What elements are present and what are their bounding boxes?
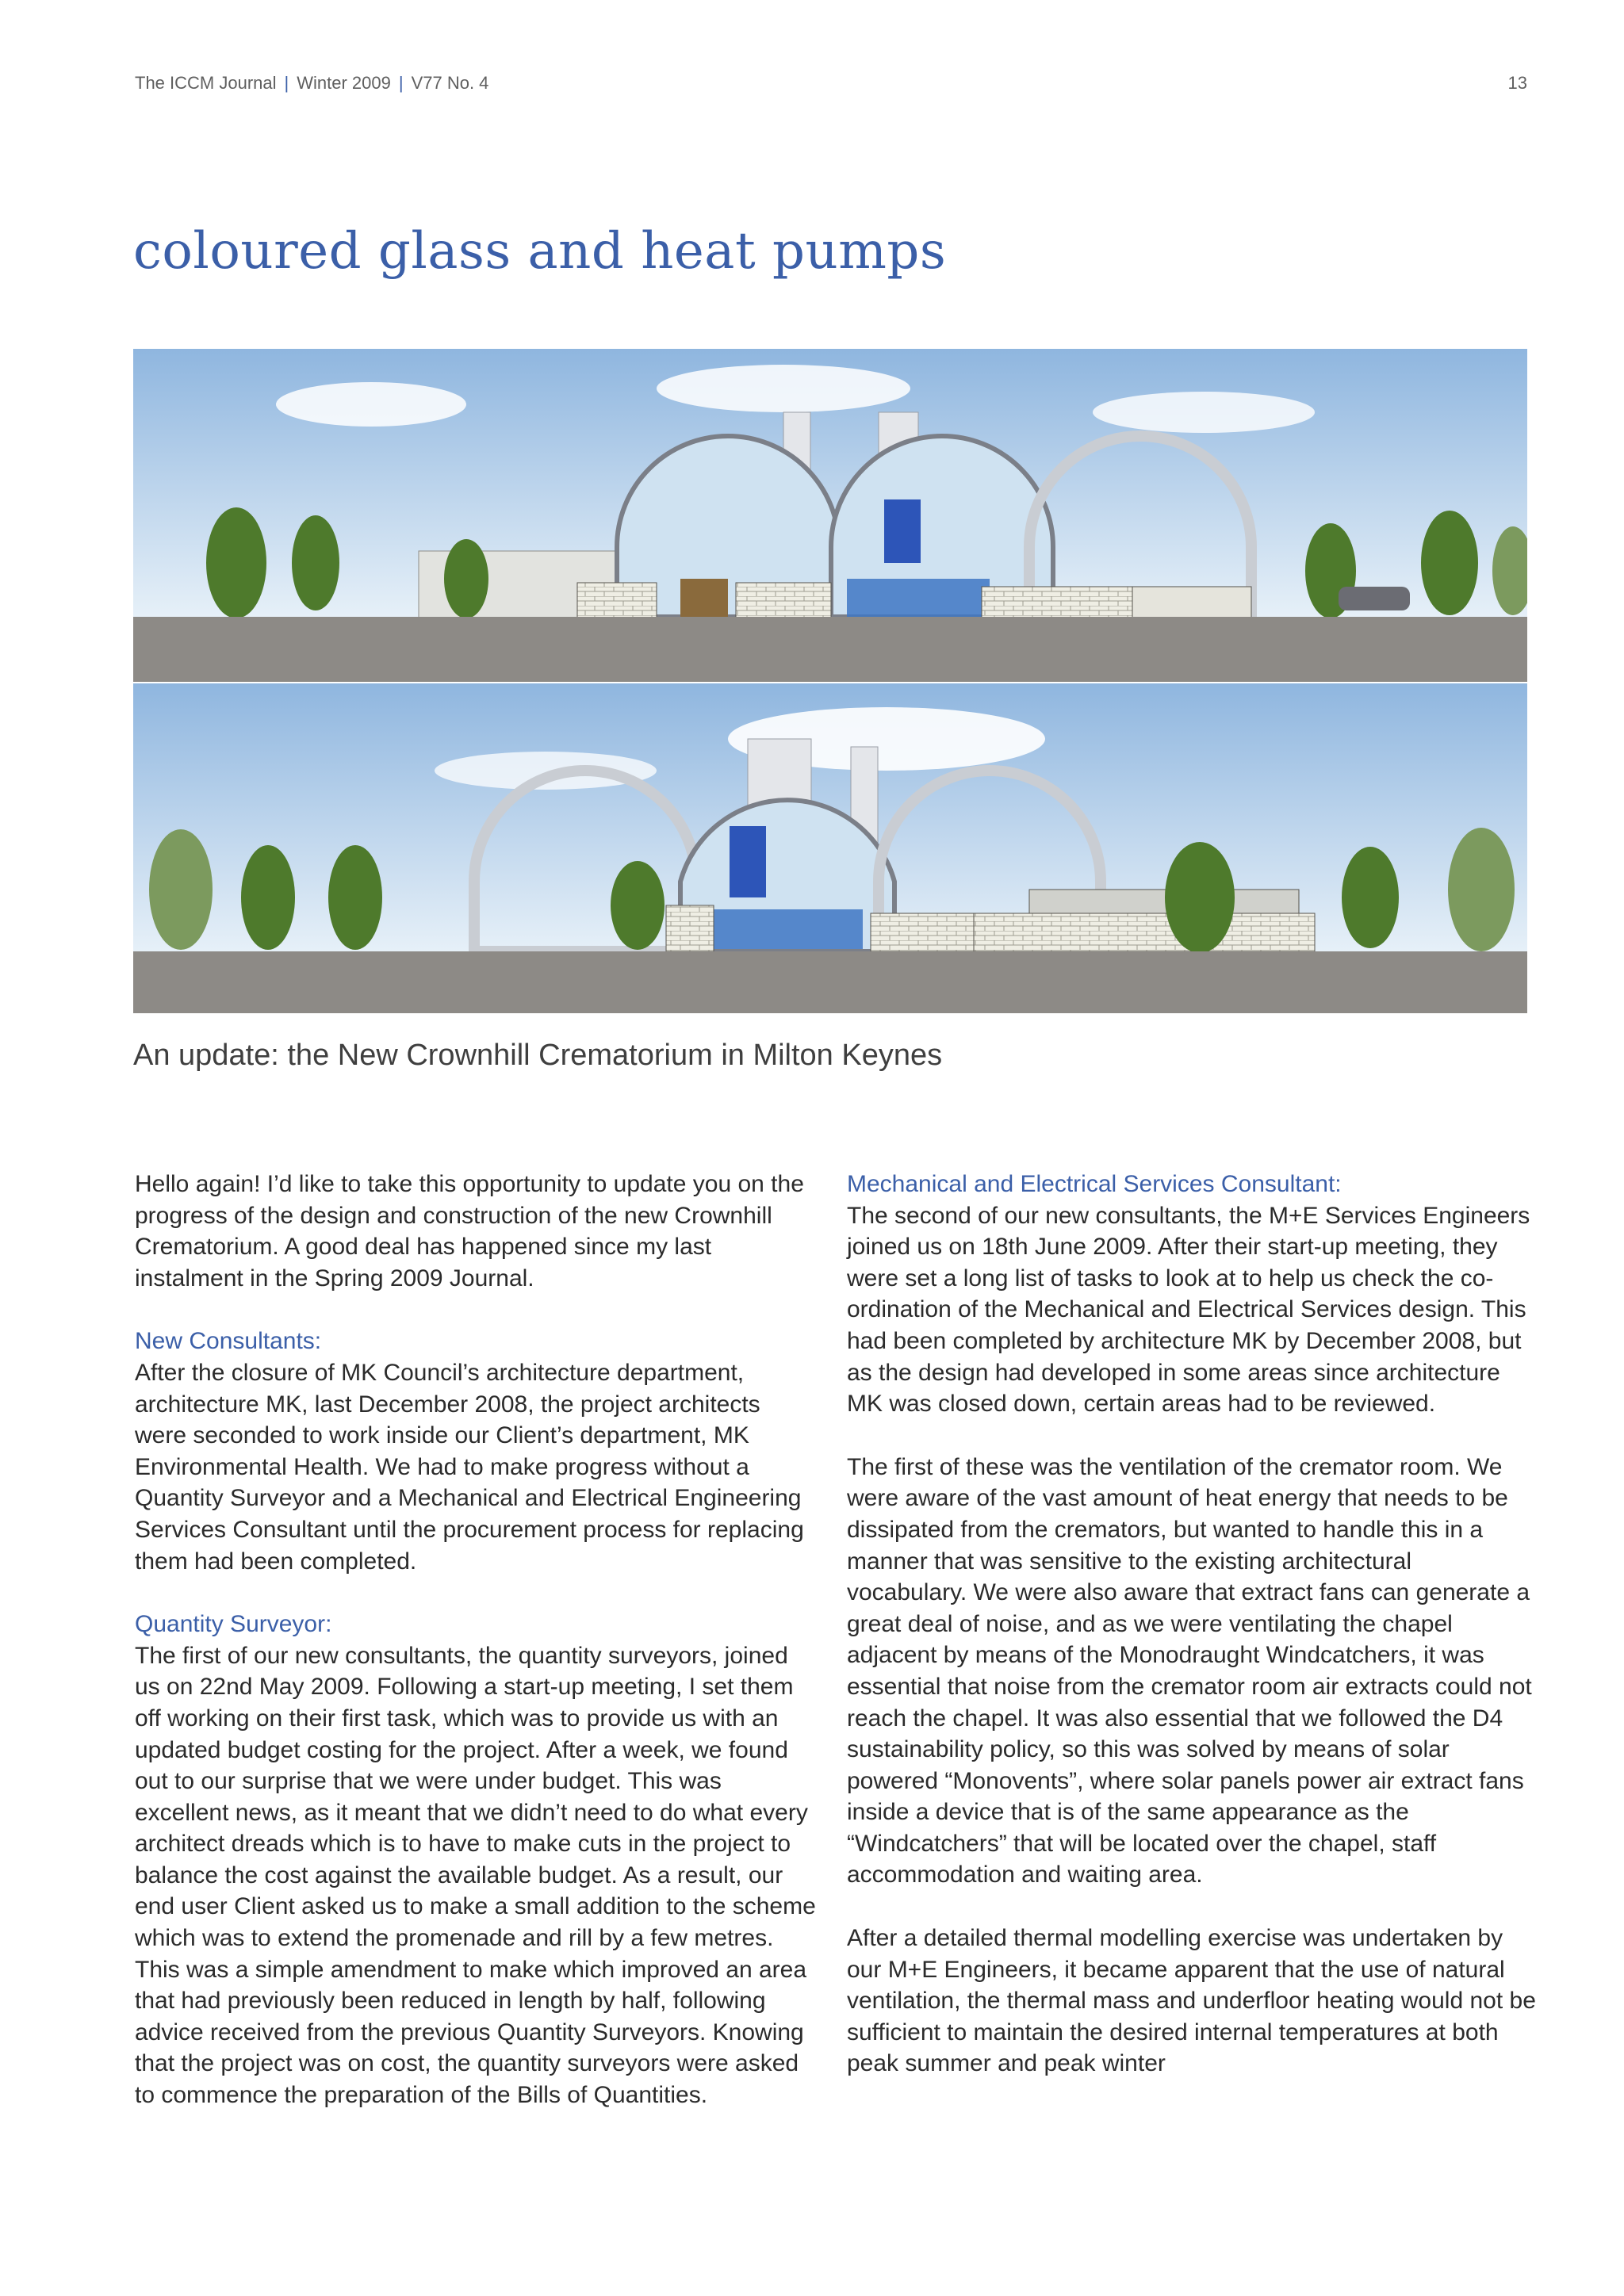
brick-wall (871, 913, 974, 951)
quantity-surveyor-heading: Quantity Surveyor: (135, 1611, 332, 1638)
thermal-paragraph: After a detailed thermal modelling exercise was undertaken by our M+E Engineers, it became apparent that the use of natural ventilation, the thermal mass and underfloor heating would not be sufficient to maintain the desired internal temperatures at both peak summer and peak winter (847, 1925, 1536, 2077)
door (680, 579, 728, 618)
page-number: 13 (1507, 73, 1527, 93)
brick-wall (1132, 587, 1251, 618)
ventilation-paragraph: The first of these was the ventilation of the cremator room. We were aware of the vast amount of heat energy that needs to be dissipated from the cremators, but wanted to handle this in a manner that was sensitive to the existing architectural vocabulary. We were also aware that extract fans can generate a great deal of noise, and as we were ventilating the chapel adjacent by means of the Monodraught Windcatchers, it was essential that noise from the cremator room air extracts could not reach the chapel. It was also essential that we followed the D4 sustainability policy, so this was solved by means of solar powered “Monovents”, where solar panels power air extract fans inside a device that is of the same appearance as the “Windcatchers” that will be located over the chapel, staff accommodation and waiting area. (847, 1453, 1532, 1888)
intro-paragraph: Hello again! I’d like to take this opportunity to update you on the progress of the design and construction of the new Crownhill Crematorium. A good deal has happened since my last instalment in the Spring 2009 Journal. (135, 1171, 804, 1292)
brick-wall (666, 905, 714, 951)
me-services-paragraph: The second of our new consultants, the M+E Services Engineers joined us on 18th June 2009. After their start-up meeting, they were set a long list of tasks to look at to help us check the co-ordination of the Mechanical and Electrical Services design. This had been completed by architecture MK by December 2008, but as the design had developed in some areas since architecture MK was closed down, certain areas had to be reviewed. (847, 1202, 1530, 1418)
cloud (657, 365, 910, 412)
brick-wall (982, 587, 1140, 618)
stained-glass (884, 499, 921, 563)
upper-elevation (133, 349, 1527, 682)
right-column (847, 1169, 1537, 2080)
elevation-figure (133, 349, 1527, 1013)
journal-info (135, 73, 488, 94)
brick-wall (974, 913, 1315, 951)
hearse (1339, 587, 1410, 610)
article-subtitle: An update: the New Crownhill Crematorium in Milton Keynes (133, 1039, 943, 1072)
page-title: coloured glass and heat pumps (133, 222, 947, 281)
me-services-heading: Mechanical and Electrical Services Consultant: (847, 1171, 1342, 1197)
stained-glass (847, 579, 990, 618)
journal-name: The ICCM Journal (135, 73, 277, 93)
cloud (1093, 392, 1315, 433)
lower-elevation (133, 683, 1527, 1013)
quantity-surveyor-paragraph: The first of our new consultants, the quantity surveyors, joined us on 22nd May 2009. Following a start-up meeting, I set them off working on their first task, which was to provide us with an updated budget costing for the project. After a week, we found out to our surprise that we were under budget. This was excellent news, as it meant that we didn’t need to do what every architect dreads which is to have to make cuts in the project to balance the cost against the available budget. As a result, our end user Client asked us to make a small addition to the scheme which was to extend the promenade and rill by a few metres. This was a simple amendment to make which improved an area that had previously been reduced in length by half, following advice received from the previous Quantity Surveyors. Knowing that the project was on cost, the quantity surveyors were asked to commence the preparation of the Bills of Quantities. (135, 1642, 816, 2109)
issue: Winter 2009 (297, 73, 391, 93)
new-consultants-paragraph: After the closure of MK Council’s architecture department, architecture MK, last December 2008, the project architects were seconded to work inside our Client’s department, MK Environmental Health. We had to make progress without a Quantity Surveyor and a Mechanical and Electrical Engineering Services Consultant until the procurement process for replacing them had been completed. (135, 1359, 804, 1575)
brick-wall (577, 583, 657, 618)
ground-section (133, 617, 1527, 682)
new-consultants-heading: New Consultants: (135, 1328, 322, 1355)
brick-wall (736, 583, 831, 618)
separator: | (398, 73, 404, 93)
volume: V77 No. 4 (411, 73, 489, 93)
canopy (1029, 890, 1299, 913)
stained-glass (730, 826, 766, 897)
stained-glass (704, 909, 863, 949)
running-header (135, 73, 1527, 97)
separator: | (284, 73, 289, 93)
left-column (135, 1169, 817, 2111)
ground-section (133, 951, 1527, 1013)
elevation-drawing (133, 349, 1527, 1013)
cloud (276, 382, 466, 427)
cloud (435, 752, 657, 790)
